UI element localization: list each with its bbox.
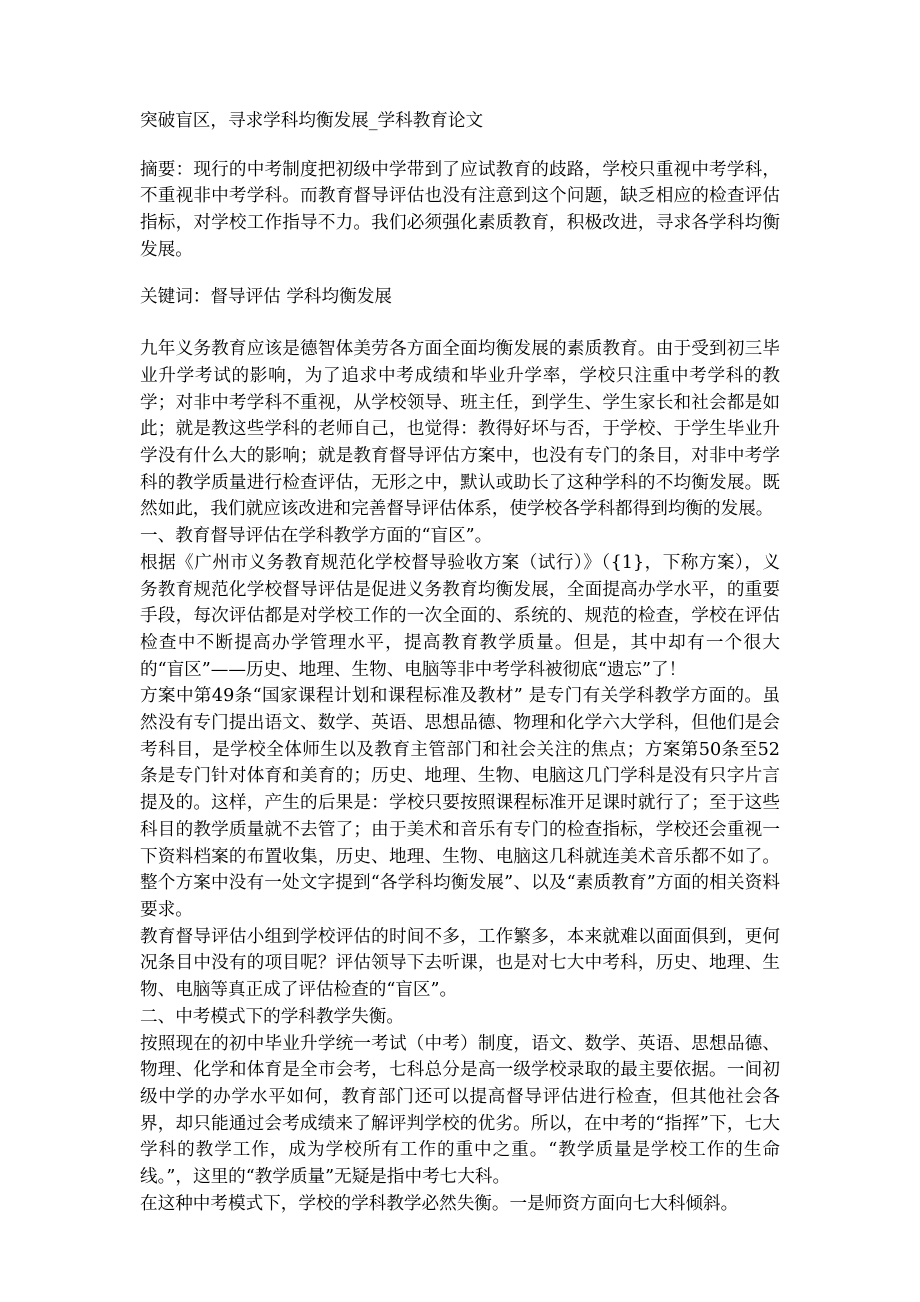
body-paragraph: 根据《广州市义务教育规范化学校督导验收方案（试行）》（{1}，下称方案），义务教育规范化学校督导评估是促进义务教育均衡发展，全面提高办学水平，的重要手段，每次评估都是对学校工作的一次全面的、系统的、规范的检查，学校在评估检查中不断提高办学管理水平，提高教育教学质量。但是，其中却有一个很大的“盲区”——历史、地理、生物、电脑等非中考学科被彻底“遗忘”了！	[140, 552, 780, 680]
section-heading-1: 一、教育督导评估在学科教学方面的“盲区”。	[140, 526, 493, 547]
body-paragraph: 教育督导评估小组到学校评估的时间不多，工作繁多，本来就难以面面俱到，更何况条目中没有的项目呢？评估领导下去听课，也是对七大中考科，历史、地理、生物、电脑等真正成了评估检查的“盲区”。	[140, 926, 780, 1001]
body-paragraph-intro: 九年义务教育应该是德智体美劳各方面全面均衡发展的素质教育。由于受到初三毕业升学考试的影响，为了追求中考成绩和毕业升学率，学校只注重中考学科的教学；对非中考学科不重视，从学校领导、班主任，到学生、学生家长和社会都是如此；就是教这些学科的老师自己，也觉得：教得好坏与否，于学校、于学生毕业升学没有什么大的影响；就是教育督导评估方案中，也没有专门的条目，对非中考学科的教学质量进行检查评估，无形之中，默认或助长了这种学科的不均衡发展。既然如此，我们就应该改进和完善督导评估体系，使学校各学科都得到均衡的发展。	[140, 339, 780, 520]
body-text	[140, 336, 780, 1217]
body-paragraph: 方案中第49条“国家课程计划和课程标准及教材” 是专门有关学科教学方面的。虽然没有专门提出语文、数学、英语、思想品德、物理和化学六大学科，但他们是会考科目，是学校全体师生以及教育主管部门和社会关注的焦点；方案第50条至52条是专门针对体育和美育的；历史、地理、生物、电脑这几门学科是没有只字片言提及的。这样，产生的后果是：学校只要按照课程标准开足课时就行了；至于这些科目的教学质量就不去管了；由于美术和音乐有专门的检查指标，学校还会重视一下资料档案的布置收集，历史、地理、生物、电脑这几科就连美术音乐都不如了。整个方案中没有一处文字提到“各学科均衡发展”、以及“素质教育”方面的相关资料要求。	[140, 686, 780, 920]
document-page	[140, 108, 780, 1217]
document-title: 突破盲区，寻求学科均衡发展_学科教育论文	[140, 111, 484, 131]
keywords-line: 关键词：督导评估 学科均衡发展	[140, 286, 392, 307]
body-paragraph: 在这种中考模式下，学校的学科教学必然失衡。一是师资方面向七大科倾斜。	[140, 1193, 739, 1214]
body-paragraph: 按照现在的初中毕业升学统一考试（中考）制度，语文、数学、英语、思想品德、物理、化学和体育是全市会考，七科总分是高一级学校录取的最主要依据。一间初级中学的办学水平如何，教育部门还可以提高督导评估进行检查，但其他社会各界，却只能通过会考成绩来了解评判学校的优劣。所以，在中考的“指挥”下，七大学科的教学工作，成为学校所有工作的重中之重。“教学质量是学校工作的生命线。”，这里的“教学质量”无疑是指中考七大科。	[140, 1033, 780, 1188]
section-heading-2: 二、中考模式下的学科教学失衡。	[140, 1006, 404, 1027]
abstract-paragraph: 摘要：现行的中考制度把初级中学带到了应试教育的歧路，学校只重视中考学科，不重视非中考学科。而教育督导评估也没有注意到这个问题，缺乏相应的检查评估指标，对学校工作指导不力。我们必须强化素质教育，积极改进，寻求各学科均衡发展。	[140, 159, 780, 260]
